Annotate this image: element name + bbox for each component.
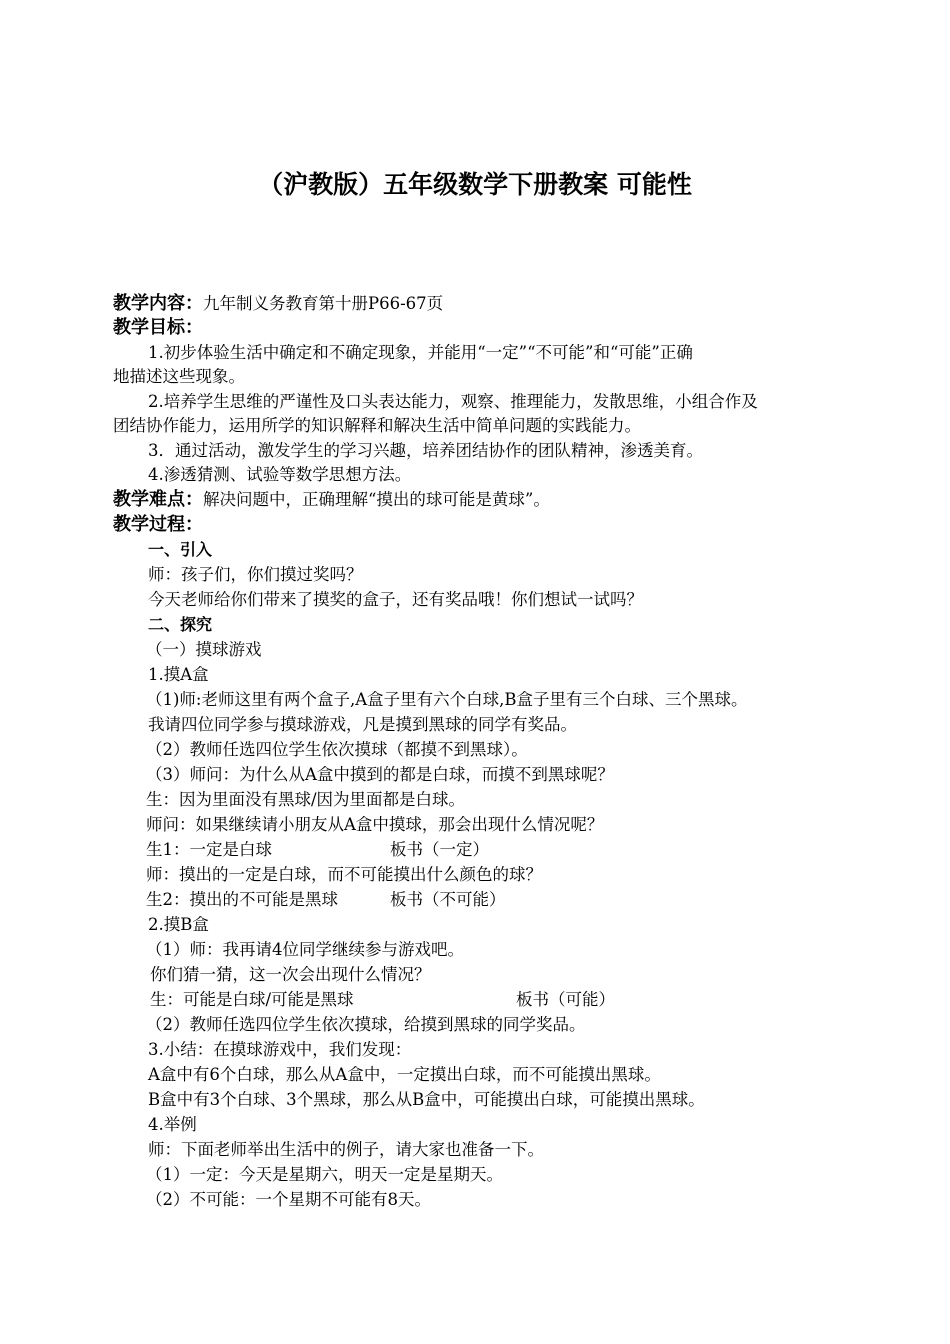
content-text: 九年制义务教育第十册P66-67页: [203, 294, 444, 313]
box-a-step-1-line-2: 我请四位同学参与摸球游戏，凡是摸到黑球的同学有奖品。: [148, 715, 577, 734]
box-a-step-3: （3）师问：为什么从A盒中摸到的都是白球，而摸不到黑球呢？: [146, 765, 614, 784]
example-impossible: （2）不可能：一个星期不可能有8天。: [146, 1190, 431, 1209]
box-a-student-2: 生2：摸出的不可能是黑球: [146, 890, 338, 909]
part-1-heading: （一）摸球游戏: [146, 640, 262, 659]
intro-question: 师：孩子们，你们摸过奖吗？: [148, 565, 363, 584]
box-b-student-answer: 生：可能是白球/可能是黑球: [150, 990, 354, 1009]
document-title: （沪教版）五年级数学下册教案 可能性: [258, 170, 692, 199]
section-explore-heading: 二、探究: [148, 615, 213, 634]
box-a-student-answer: 生：因为里面没有黑球/因为里面都是白球。: [146, 790, 466, 809]
section-intro-heading: 一、引入: [148, 540, 213, 559]
box-b-board-possible: 板书（可能）: [516, 990, 615, 1009]
objective-3: 3．通过活动，激发学生的学习兴趣，培养团结协作的团队精神，渗透美育。: [148, 441, 703, 460]
difficulty-text: 解决问题中，正确理解“摸出的球可能是黄球”。: [203, 490, 550, 509]
example-heading: 4.举例: [148, 1115, 197, 1134]
objectives-label: 教学目标：: [113, 317, 203, 338]
box-b-step-2: （2）教师任选四位学生依次摸球，给摸到黑球的同学奖品。: [146, 1015, 586, 1034]
difficulty-label: 教学难点：: [113, 489, 203, 510]
box-a-step-1-line-1: （1)师:老师这里有两个盒子,A盒子里有六个白球,B盒子里有三个白球、三个黑球。: [146, 690, 748, 709]
content-label: 教学内容：: [113, 293, 203, 314]
summary-heading: 3.小结：在摸球游戏中，我们发现：: [148, 1040, 412, 1059]
process-label: 教学过程：: [113, 514, 203, 535]
objective-2-line-2: 团结协作能力，运用所学的知识解释和解决生活中简单问题的实践能力。: [113, 416, 641, 435]
box-b-heading: 2.摸B盒: [148, 915, 209, 934]
example-certain: （1）一定：今天是星期六，明天一定是星期天。: [146, 1165, 503, 1184]
box-a-board-impossible: 板书（不可能）: [390, 890, 506, 909]
box-a-step-2: （2）教师任选四位学生依次摸球（都摸不到黑球）。: [146, 740, 528, 759]
objective-2-line-1: 2.培养学生思维的严谨性及口头表达能力，观察、推理能力，发散思维，小组合作及: [148, 392, 758, 411]
box-a-heading: 1.摸A盒: [148, 665, 209, 684]
box-b-step-1: （1）师：我再请4位同学继续参与游戏吧。: [146, 940, 464, 959]
box-a-board-certain: 板书（一定）: [390, 840, 489, 859]
objective-1-line-2: 地描述这些现象。: [113, 367, 245, 386]
summary-box-a: A盒中有6个白球，那么从A盒中，一定摸出白球，而不可能摸出黑球。: [148, 1065, 661, 1084]
box-a-student-1: 生1：一定是白球: [146, 840, 272, 859]
content-line: [113, 293, 443, 315]
difficulty-line: [113, 489, 550, 511]
summary-box-b: B盒中有3个白球、3个黑球，那么从B盒中，可能摸出白球，可能摸出黑球。: [148, 1090, 705, 1109]
intro-text: 今天老师给你们带来了摸奖的盒子，还有奖品哦！你们想试一试吗？: [148, 590, 643, 609]
objective-4: 4.渗透猜测、试验等数学思想方法。: [148, 465, 412, 484]
box-a-question-2: 师问：如果继续请小朋友从A盒中摸球，那会出现什么情况呢？: [146, 815, 604, 834]
objective-1-line-1: 1.初步体验生活中确定和不确定现象，并能用“一定”“不可能”和“可能”正确: [148, 343, 693, 362]
box-a-question-3: 师：摸出的一定是白球，而不可能摸出什么颜色的球？: [146, 865, 542, 884]
example-intro: 师：下面老师举出生活中的例子，请大家也准备一下。: [148, 1140, 544, 1159]
box-b-question: 你们猜一猜，这一次会出现什么情况？: [150, 965, 431, 984]
